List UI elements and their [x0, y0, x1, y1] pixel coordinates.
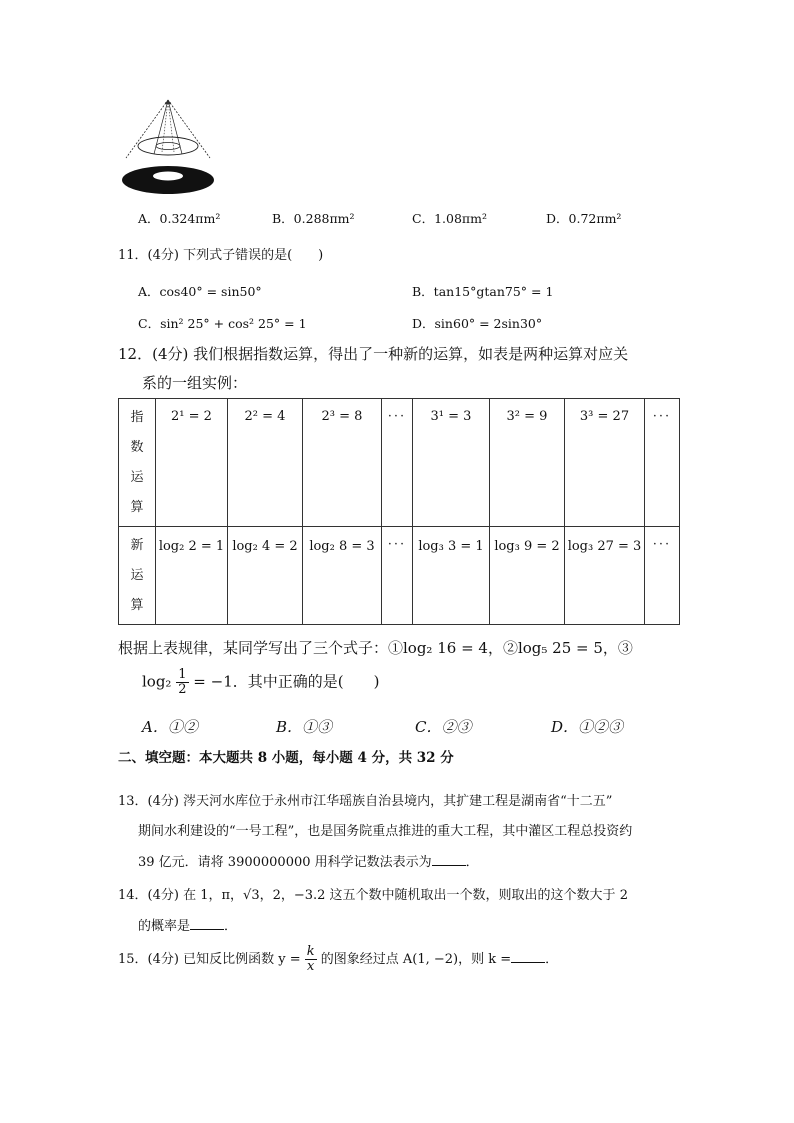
q12-follow-line1: 根据上表规律，某同学写出了三个式子：①log₂ 16 = 4，②log₅ 25 = 5，③ — [118, 639, 633, 657]
table-cell: 2² = 4 — [228, 399, 303, 527]
k-over-x-fraction: $\frac{k}{x}$ — [306, 944, 315, 974]
q13-line2: 期间水利建设的“一号工程”，也是国务院重点推进的重大工程，其中灌区工程总投资约 — [138, 824, 633, 839]
table-cell: log₂ 2 = 1 — [156, 527, 228, 625]
q10-option-d[interactable]: D．0.72πm² — [546, 211, 622, 226]
table-cell-ellipsis: ··· — [645, 399, 680, 527]
q12-option-a[interactable]: A．①② — [142, 718, 198, 736]
q11-option-a[interactable]: A．cos40° = sin50° — [138, 284, 262, 299]
table-cell: log₂ 4 = 2 — [228, 527, 303, 625]
table-cell-ellipsis: ··· — [382, 527, 413, 625]
cone-lamp-figure — [118, 96, 220, 198]
table-row-new-operation — [119, 527, 680, 625]
operations-table — [118, 398, 680, 625]
one-half-fraction: $\frac{1}{2}$ — [178, 667, 187, 697]
table-cell: 2³ = 8 — [303, 399, 382, 527]
q10-option-c[interactable]: C．1.08πm² — [412, 211, 487, 226]
table-cell: log₃ 9 = 2 — [490, 527, 565, 625]
q12-stem-line2: 系的一组实例： — [142, 374, 248, 392]
q11-option-b[interactable]: B．tan15°gtan75° = 1 — [412, 284, 554, 299]
q13-line1: 13．(4分) 涔天河水库位于永州市江华瑶族自治县境内，其扩建工程是湖南省“十二五” — [118, 794, 613, 809]
row-header-exponent: 指 数 运 算 — [119, 399, 156, 527]
q12-option-b[interactable]: B．①③ — [276, 718, 333, 736]
table-cell: 3² = 9 — [490, 399, 565, 527]
q10-option-a[interactable]: A．0.324πm² — [138, 211, 221, 226]
table-cell: log₃ 3 = 1 — [413, 527, 490, 625]
table-cell: 2¹ = 2 — [156, 399, 228, 527]
q12-follow-line2: log₂ $\frac{1}{2}$ = −1．其中正确的是( ) — [142, 667, 380, 697]
q12-option-c[interactable]: C．②③ — [415, 718, 472, 736]
answer-blank[interactable] — [432, 853, 466, 866]
q14-line2: 的概率是 ． — [138, 919, 238, 934]
q10-option-b[interactable]: B．0.288πm² — [272, 211, 355, 226]
q14-line1: 14．(4分) 在 1，π，√3，2，−3.2 这五个数中随机取出一个数，则取出的这个数大于 2 — [118, 888, 628, 903]
table-cell-ellipsis: ··· — [645, 527, 680, 625]
table-cell: log₂ 8 = 3 — [303, 527, 382, 625]
answer-blank[interactable] — [190, 917, 224, 930]
table-cell: 3³ = 27 — [565, 399, 645, 527]
table-cell: 3¹ = 3 — [413, 399, 490, 527]
table-cell: log₃ 27 = 3 — [565, 527, 645, 625]
q11-option-c[interactable]: C．sin² 25° + cos² 25° = 1 — [138, 316, 307, 331]
q13-line3: 39 亿元．请将 3900000000 用科学记数法表示为 ． — [138, 855, 479, 870]
q12-stem-line1: 12．(4分) 我们根据指数运算，得出了一种新的运算，如表是两种运算对应关 — [118, 345, 629, 363]
section2-title: 二、填空题：本大题共 8 小题，每小题 4 分，共 32 分 — [118, 750, 454, 766]
q12-option-d[interactable]: D．①②③ — [551, 718, 624, 736]
row-header-new-operation: 新 运 算 — [119, 527, 156, 625]
table-cell-ellipsis: ··· — [382, 399, 413, 527]
q15-line: 15．(4分) 已知反比例函数 y = $\frac{k}{x}$ 的图象经过点 A(1, −2)，则 k = ． — [118, 944, 559, 974]
answer-blank[interactable] — [511, 950, 545, 963]
table-row-exponent — [119, 399, 680, 527]
q11-stem: 11．(4分) 下列式子错误的是( ) — [118, 248, 324, 263]
q11-option-d[interactable]: D．sin60° = 2sin30° — [412, 316, 543, 331]
